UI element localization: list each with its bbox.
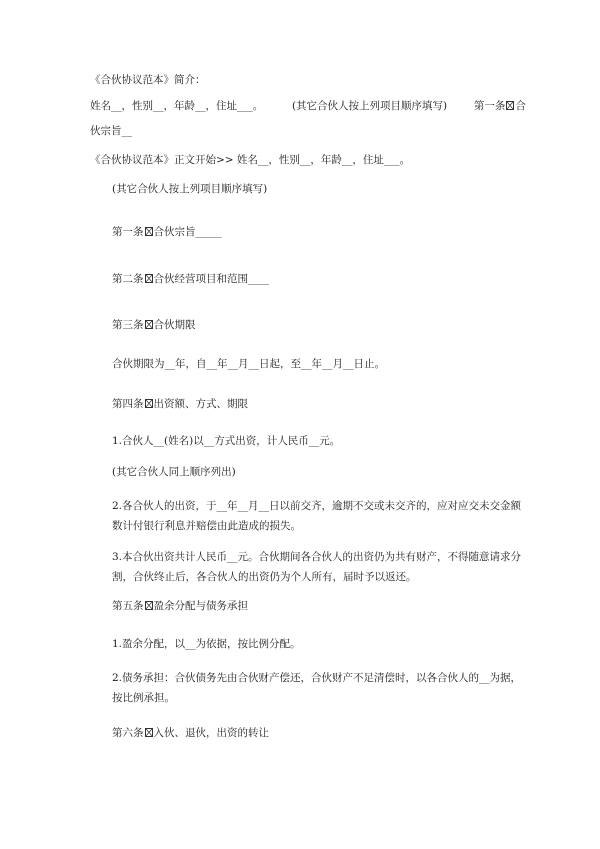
missing-glyph-icon [145,399,153,408]
article-2-prefix: 第二条 [112,273,144,285]
item-5-1: 1.盈余分配，以__为依据，按比例分配。 [112,638,301,650]
item-4-1: 1.合伙人__(姓名)以__方式出资，计人民币__元。 [112,435,341,447]
intro-heading: 《合伙协议范本》简介： [90,74,206,86]
article-2 [112,272,269,286]
missing-glyph-icon [145,274,153,283]
article-3-title: 合伙期限 [153,319,196,331]
article-5-prefix: 第五条 [112,600,144,612]
article-1-title: 合伙宗旨_____ [153,226,222,238]
article-2-title: 合伙经营项目和范围____ [153,273,269,285]
intro-fields: 姓名__，性别__，年龄__，住址___。 [90,100,264,112]
item-4-2: 2.各合伙人的出资，于__年__月__日以前交齐，逾期不交或未交齐的，应对应交未交金额数计付银行利息并赔偿由此造成的损失。 [112,500,522,532]
article-6-prefix: 第六条 [112,727,144,739]
article-5 [112,599,248,613]
article-4-prefix: 第四条 [112,398,144,410]
item-4-3: 3.本合伙出资共计人民币__元。合伙期间各合伙人的出资仍为共有财产，不得随意请求分割，合伙终止后，各合伙人的出资仍为个人所有，届时予以返还。 [112,551,522,583]
article-1-prefix: 第一条 [112,226,144,238]
item-4-note: (其它合伙人同上顺序列出) [112,466,236,478]
missing-glyph-icon [145,728,153,737]
main-start: 《合伙协议范本》正文开始>> 姓名__，性别__，年龄__，住址___。 [90,154,411,166]
intro-article-suffix: 合 [515,100,526,112]
main-note: (其它合伙人按上列项目顺序填写) [112,183,268,195]
intro-line [90,99,526,113]
intro-article-prefix: 第一条 [473,100,506,112]
intro-note: (其它合伙人按上列项目顺序填写) [291,100,448,112]
article-6 [112,726,269,740]
article-6-title: 入伙、退伙，出资的转让 [153,727,269,739]
missing-glyph-icon [145,320,153,329]
article-1 [112,225,222,239]
missing-glyph-icon [145,601,153,610]
article-4 [112,397,248,411]
article-3 [112,318,196,332]
term-text: 合伙期限为__年，自__年__月__日起，至__年__月__日止。 [112,358,385,370]
missing-glyph-icon [506,101,514,110]
item-5-2: 2.债务承担：合伙债务先由合伙财产偿还，合伙财产不足清偿时，以各合伙人的__为据，按比例承担。 [112,672,522,704]
article-4-title: 出资额、方式、期限 [153,398,248,410]
missing-glyph-icon [145,227,153,236]
article-5-title: 盈余分配与债务承担 [153,600,248,612]
article-3-prefix: 第三条 [112,319,144,331]
intro-line-3: 伙宗旨__ [90,125,132,137]
